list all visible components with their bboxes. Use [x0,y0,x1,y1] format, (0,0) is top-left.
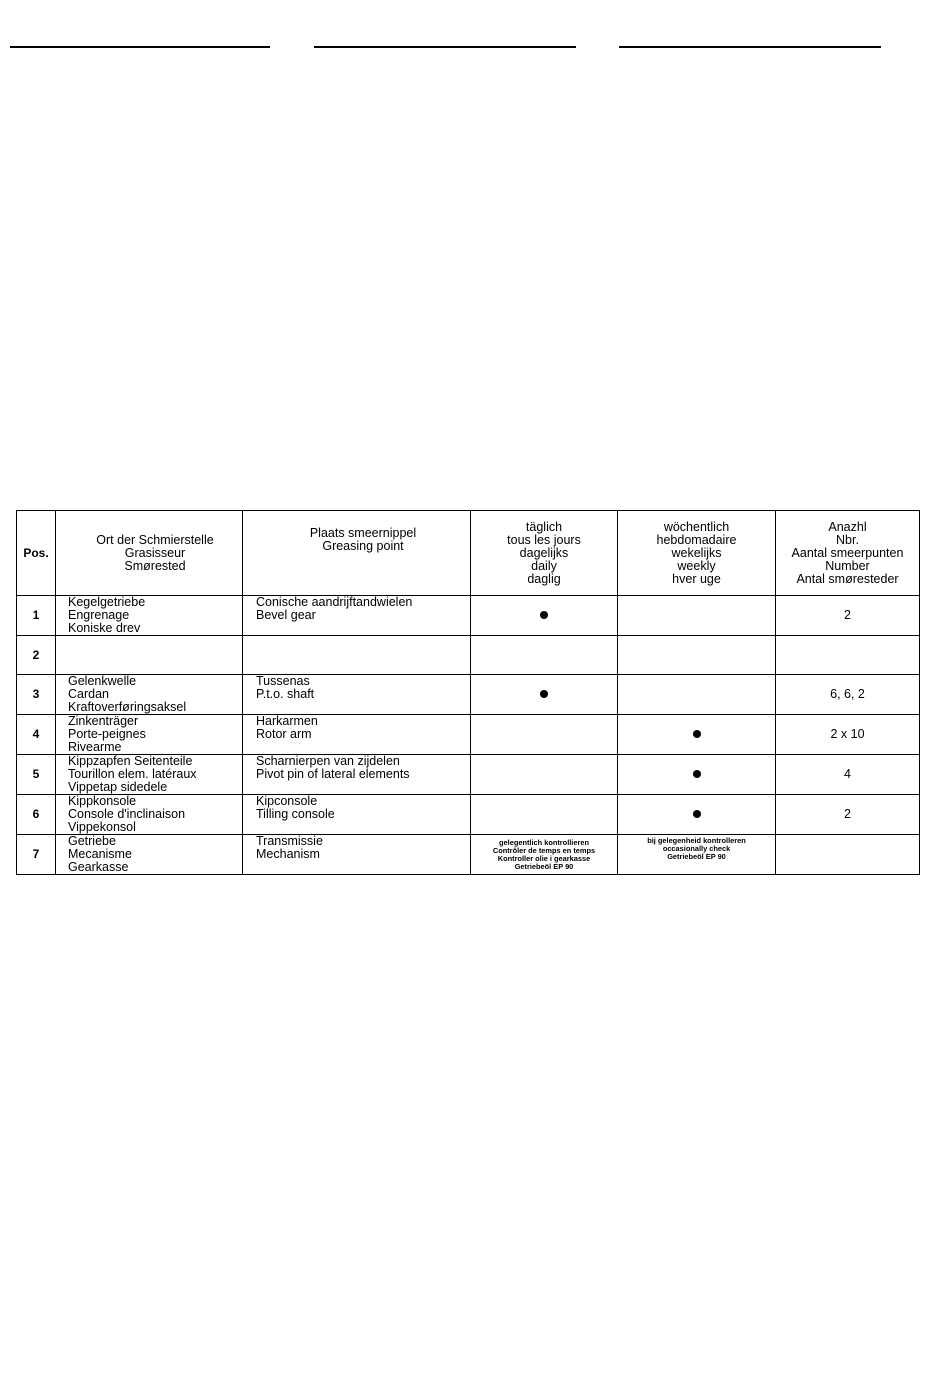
table-header-row [17,511,920,596]
row-weekly [618,636,776,675]
row-count: 4 [776,755,920,795]
row-count: 2 [776,795,920,835]
row-weekly-note: bij gelegenheid kontrolleren occasionally check Getriebeöl EP 90 [618,835,776,875]
table-row [17,795,920,835]
table-row [17,755,920,795]
row-ort [56,636,243,675]
header-ort: Ort der Schmierstelle Grasisseur Smørested [56,511,243,596]
row-ort: Gelenkwelle Cardan Kraftoverføringsaksel [56,675,243,715]
row-weekly [618,596,776,636]
bullet-dot-icon [540,611,548,619]
row-daily [471,596,618,636]
table-row [17,715,920,755]
table-row [17,596,920,636]
row-plaats: Conische aandrijftandwielen Bevel gear [243,596,471,636]
row-pos: 1 [17,596,56,636]
row-plaats: Tussenas P.t.o. shaft [243,675,471,715]
top-rule-right [619,46,881,48]
row-pos: 4 [17,715,56,755]
row-count: 2 [776,596,920,636]
row-plaats: Harkarmen Rotor arm [243,715,471,755]
row-count [776,835,920,875]
row-pos: 2 [17,636,56,675]
row-pos: 3 [17,675,56,715]
row-ort: Zinkenträger Porte-peignes Rivearme [56,715,243,755]
row-ort: Kippkonsole Console d'inclinaison Vippekonsol [56,795,243,835]
header-plaats: Plaats smeernippel Greasing point [243,511,471,596]
bullet-dot-icon [693,810,701,818]
row-weekly [618,755,776,795]
row-pos: 5 [17,755,56,795]
row-ort: Kegelgetriebe Engrenage Koniske drev [56,596,243,636]
top-rule-center [314,46,576,48]
row-weekly [618,795,776,835]
row-daily [471,795,618,835]
row-count: 6, 6, 2 [776,675,920,715]
header-daily: täglich tous les jours dagelijks daily daglig [471,511,618,596]
header-weekly: wöchentlich hebdomadaire wekelijks weekly hver uge [618,511,776,596]
lubrication-table [16,510,904,875]
table-row [17,675,920,715]
row-daily [471,755,618,795]
top-rule-left [10,46,270,48]
row-ort: Getriebe Mecanisme Gearkasse [56,835,243,875]
row-count [776,636,920,675]
row-pos: 6 [17,795,56,835]
row-pos: 7 [17,835,56,875]
table-row [17,835,920,875]
row-ort: Kippzapfen Seitenteile Tourillon elem. latéraux Vippetap sidedele [56,755,243,795]
header-count: Anazhl Nbr. Aantal smeerpunten Number Antal smøresteder [776,511,920,596]
header-pos: Pos. [17,511,56,596]
bullet-dot-icon [540,690,548,698]
bullet-dot-icon [693,770,701,778]
row-plaats: Scharnierpen van zijdelen Pivot pin of lateral elements [243,755,471,795]
row-daily-note: gelegentlich kontrollieren Contrôler de temps en temps Kontroller olie i gearkasse Getriebeöl EP 90 [471,835,618,875]
row-weekly [618,675,776,715]
table-row [17,636,920,675]
row-daily [471,636,618,675]
row-plaats: Transmissie Mechanism [243,835,471,875]
bullet-dot-icon [693,730,701,738]
row-count: 2 x 10 [776,715,920,755]
row-plaats [243,636,471,675]
row-weekly [618,715,776,755]
row-daily [471,715,618,755]
row-plaats: Kipconsole Tilling console [243,795,471,835]
row-daily [471,675,618,715]
